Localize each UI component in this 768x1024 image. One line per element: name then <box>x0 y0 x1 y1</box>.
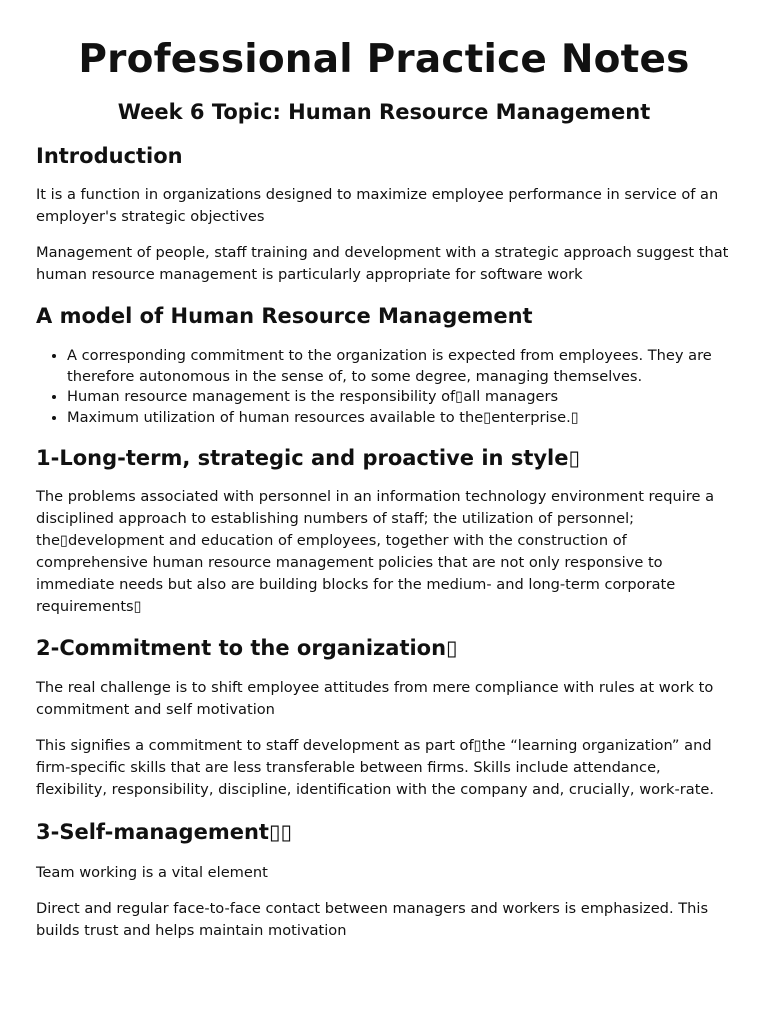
section-commitment <box>36 634 732 801</box>
section-heading-hrm-model: A model of Human Resource Management <box>36 304 533 328</box>
bullet-list <box>36 346 732 428</box>
page-subtitle: Week 6 Topic: Human Resource Management <box>117 100 651 124</box>
paragraph: The problems associated with personnel in an information technology environment require a disciplined approach to establishing numbers of staff; the utilization of personnel; the▯development and education of employees, together with the construction of comprehensive human resource management policies that are not only responsive to immediate needs but also are building blocks for the medium- and long-term corporate requirements▯ <box>36 488 715 615</box>
section-long-term <box>36 444 732 618</box>
section-introduction <box>36 142 732 286</box>
paragraph: Management of people, staff training and development with a strategic approach suggest that human resource management is particularly appropriate for software work <box>36 244 729 283</box>
section-heading-long-term: 1-Long-term, strategic and proactive in style▯ <box>36 446 581 470</box>
paragraph: This signifies a commitment to staff development as part of▯the “learning organization” and firm-specific skills that are less transferable between firms. Skills include attendance, flexibility, responsibility, discipline, identification with the company and, crucially, work-rate. <box>36 737 715 798</box>
list-item: • Human resource management is the responsibility of▯all managers <box>67 387 732 408</box>
paragraph: Direct and regular face-to-face contact between managers and workers is emphasized. This builds trust and helps maintain motivation <box>36 900 709 939</box>
section-heading-self-management: 3-Self-management▯▯ <box>36 820 293 844</box>
section-self-management <box>36 818 732 942</box>
page-title: Professional Practice Notes <box>78 37 690 82</box>
section-heading-introduction: Introduction <box>36 144 183 168</box>
paragraph: It is a function in organizations designed to maximize employee performance in service of an employer's strategic objectives <box>36 186 719 225</box>
paragraph: Team working is a vital element <box>36 864 268 881</box>
paragraph: The real challenge is to shift employee attitudes from mere compliance with rules at work to commitment and self motivation <box>36 679 714 718</box>
list-item: • A corresponding commitment to the organization is expected from employees. They are therefore autonomous in the sense of, to some degree, managing themselves. <box>67 346 732 387</box>
section-hrm-model <box>36 302 732 428</box>
section-heading-commitment: 2-Commitment to the organization▯ <box>36 636 458 660</box>
list-item: • Maximum utilization of human resources available to the▯enterprise.▯ <box>67 408 732 429</box>
